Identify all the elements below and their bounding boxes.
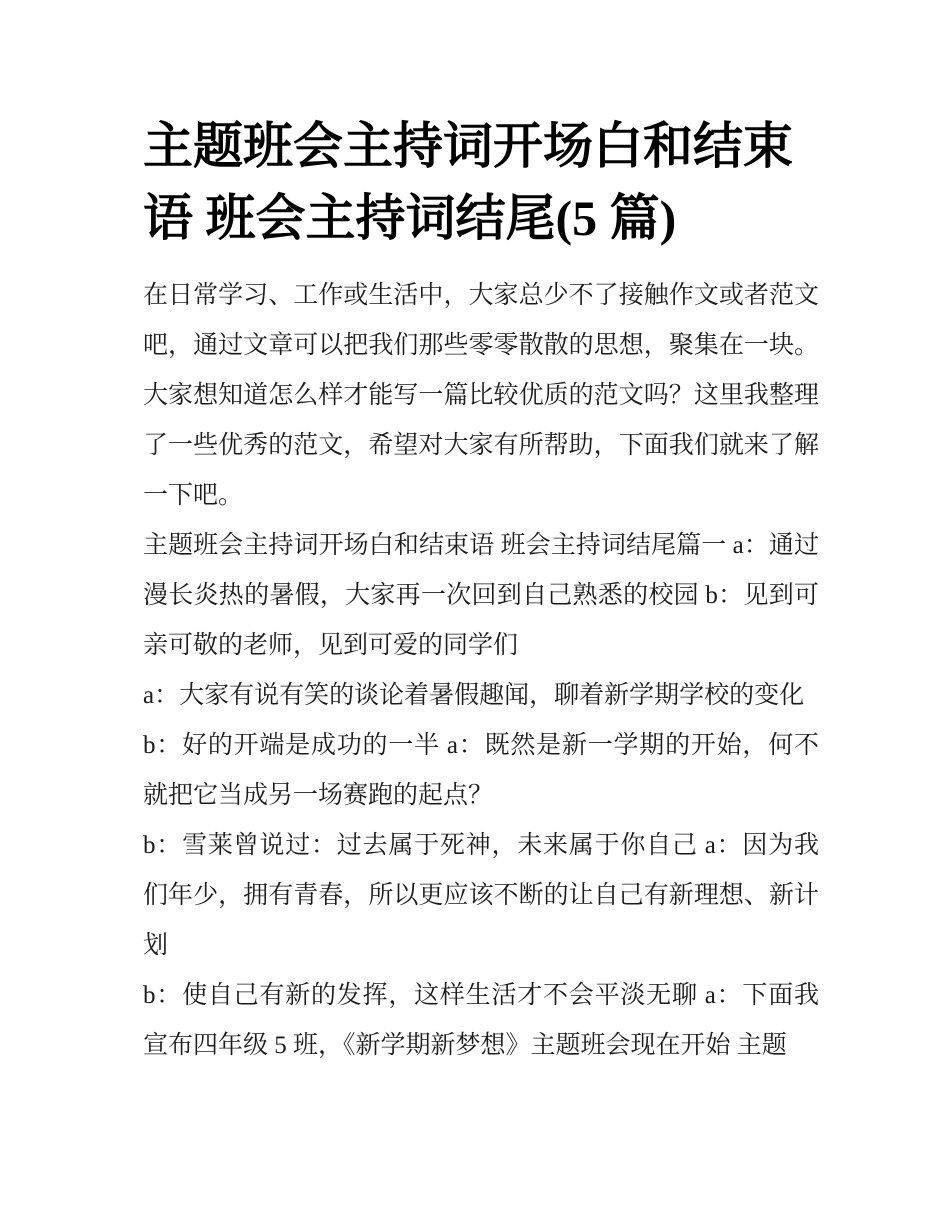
body-paragraph: 在日常学习、工作或生活中，大家总少不了接触作文或者范文吧，通过文章可以把我们那些零零散散的思想，聚集在一块。大家想知道怎么样才能写一篇比较优质的范文吗？这里我整理了一些优秀的范文，希望对大家有所帮助，下面我们就来了解一下吧。 [143,282,819,509]
document-content [143,110,819,1071]
document-title: 主题班会主持词开场白和结束语 班会主持词结尾(5 篇) [143,118,793,246]
body-paragraph: a：大家有说有笑的谈论着暑假趣闻，聊着新学期学校的变化 [143,682,805,709]
body-paragraph: b：雪莱曾说过：过去属于死神，未来属于你自己 a：因为我们年少，拥有青春，所以更应该不断的让自己有新理想、新计划 [143,832,819,959]
body-paragraph: b：使自己有新的发挥，这样生活才不会平淡无聊 a：下面我宣布四年级 5 班，《新学期新梦想》主题班会现在开始 主题 [143,982,819,1059]
body-paragraph: b：好的开端是成功的一半 a：既然是新一学期的开始，何不就把它当成另一场赛跑的起点？ [143,732,819,809]
body-paragraph: 主题班会主持词开场白和结束语 班会主持词结尾篇一 a：通过漫长炎热的暑假，大家再一次回到自己熟悉的校园 b：见到可亲可敬的老师，见到可爱的同学们 [143,532,819,659]
